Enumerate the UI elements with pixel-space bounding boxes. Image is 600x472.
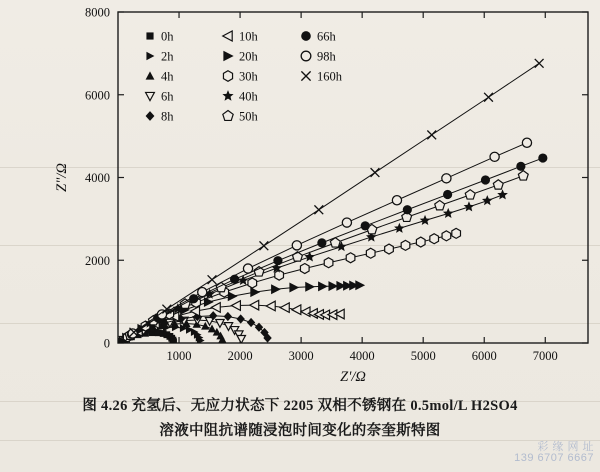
data-marker xyxy=(416,237,425,247)
data-marker xyxy=(198,288,207,297)
legend-label: 10h xyxy=(239,29,258,44)
legend-label: 20h xyxy=(239,49,258,64)
data-marker xyxy=(420,215,431,225)
data-marker xyxy=(538,153,547,162)
data-marker xyxy=(300,264,309,274)
data-marker xyxy=(247,318,255,327)
data-marker xyxy=(403,205,412,214)
data-marker xyxy=(401,240,410,250)
data-marker xyxy=(223,71,232,82)
data-marker xyxy=(301,31,311,41)
data-marker xyxy=(211,303,220,313)
data-marker xyxy=(271,284,281,294)
y-tick-label: 8000 xyxy=(85,5,110,20)
data-marker xyxy=(146,32,153,39)
data-marker xyxy=(146,92,155,100)
watermark-line-2: 139 6707 6667 xyxy=(514,452,594,464)
data-marker xyxy=(292,241,301,250)
legend-label: 6h xyxy=(161,89,174,104)
legend-label: 30h xyxy=(239,69,258,84)
data-marker xyxy=(280,303,289,313)
data-marker xyxy=(522,138,531,147)
data-marker xyxy=(465,190,475,199)
legend-label: 4h xyxy=(161,69,174,84)
data-marker xyxy=(230,275,239,284)
legend-label: 2h xyxy=(161,49,174,64)
legend-label: 0h xyxy=(161,29,174,44)
data-marker xyxy=(237,335,245,343)
series-line xyxy=(134,63,539,332)
legend-label: 66h xyxy=(317,29,336,44)
x-axis-label: Z'/Ω xyxy=(340,369,366,385)
legend-label: 160h xyxy=(317,69,342,84)
data-marker xyxy=(355,280,365,290)
data-marker xyxy=(497,189,508,199)
data-marker xyxy=(301,51,311,61)
x-tick-label: 5000 xyxy=(410,349,436,363)
data-marker xyxy=(318,281,328,291)
data-marker xyxy=(443,208,454,218)
data-marker xyxy=(394,223,405,233)
data-marker xyxy=(224,312,232,321)
data-marker xyxy=(223,111,233,121)
data-marker xyxy=(289,283,299,293)
y-axis-label: Z"/Ω xyxy=(54,163,70,192)
x-tick-label: 3000 xyxy=(288,349,314,363)
legend-label: 40h xyxy=(239,89,258,104)
data-marker xyxy=(231,301,240,311)
data-marker xyxy=(430,234,439,244)
data-marker xyxy=(223,51,233,62)
x-tick-label: 1000 xyxy=(166,349,192,363)
x-tick-label: 7000 xyxy=(532,349,558,363)
data-marker xyxy=(324,258,333,268)
watermark-line-1: 彩 缘 网 址 xyxy=(537,441,594,453)
y-tick-label: 4000 xyxy=(85,171,110,185)
data-marker xyxy=(481,175,490,184)
data-marker xyxy=(385,244,394,254)
data-marker xyxy=(250,300,259,310)
data-marker xyxy=(216,320,224,328)
data-marker xyxy=(292,305,301,315)
data-marker xyxy=(482,195,493,205)
y-tick-label: 0 xyxy=(103,336,110,351)
data-marker xyxy=(435,200,445,209)
data-marker xyxy=(248,278,257,288)
data-marker xyxy=(266,301,275,311)
data-marker xyxy=(516,162,525,171)
x-tick-label: 6000 xyxy=(471,349,497,363)
data-marker xyxy=(518,171,528,180)
data-marker xyxy=(223,31,232,41)
x-tick-label: 2000 xyxy=(227,349,253,363)
data-marker xyxy=(146,111,155,121)
data-marker xyxy=(236,314,244,323)
data-marker xyxy=(208,325,216,333)
series-group xyxy=(118,59,547,345)
data-marker xyxy=(254,267,264,276)
data-marker xyxy=(366,248,375,258)
data-marker xyxy=(490,152,499,161)
y-tick-label: 6000 xyxy=(85,88,110,103)
y-tick-label: 2000 xyxy=(85,253,110,268)
data-marker xyxy=(493,180,503,189)
data-marker xyxy=(361,221,370,230)
data-marker xyxy=(305,282,315,292)
data-marker xyxy=(342,218,351,227)
data-marker xyxy=(443,190,452,199)
data-marker xyxy=(392,196,401,205)
data-marker xyxy=(273,256,282,265)
figure-caption xyxy=(0,394,600,445)
caption-line-1: 图 4.26 充氢后、无应力状态下 2205 双相不锈钢在 0.5mol/L H2SO4 xyxy=(82,398,518,414)
data-marker xyxy=(301,307,310,317)
data-marker xyxy=(464,201,475,211)
data-marker xyxy=(452,228,461,238)
data-marker xyxy=(228,291,238,301)
legend xyxy=(146,30,343,124)
data-marker xyxy=(243,264,252,273)
x-tick-label: 4000 xyxy=(349,349,375,363)
data-marker xyxy=(442,174,451,183)
legend-label: 8h xyxy=(161,109,174,124)
data-marker xyxy=(250,287,260,297)
legend-label: 50h xyxy=(239,109,258,124)
data-marker xyxy=(346,253,355,263)
data-marker xyxy=(170,338,177,345)
data-marker xyxy=(317,238,326,247)
legend-label: 98h xyxy=(317,49,336,64)
data-marker xyxy=(146,52,154,60)
data-marker xyxy=(222,90,233,101)
data-marker xyxy=(146,71,155,79)
caption-line-2: 溶液中阻抗谱随浸泡时间变化的奈奎斯特图 xyxy=(159,423,441,440)
data-marker xyxy=(442,231,451,241)
